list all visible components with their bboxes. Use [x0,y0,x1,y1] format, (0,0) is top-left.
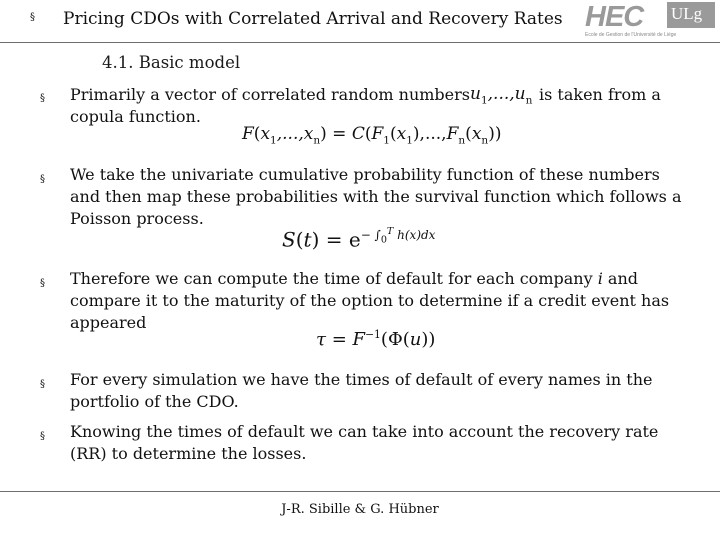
bullet-4-line-1: For every simulation we have the times of default of every names in the [70,370,653,389]
bullet-marker-5: § [40,431,45,442]
formula-default-time: $\tau = F^{-1}(\Phi(u))$ [316,328,436,350]
bullet-2-line-1: We take the univariate cumulative probability function of these numbers [70,165,660,184]
bullet-3-text-b: and [607,269,639,288]
section-title: 4.1. Basic model [102,53,241,72]
logo-caption: École de Gestion de l'Université de Liège [585,32,677,38]
bullet-2-line-2: and then map these probabilities with the survival function which follows a [70,187,682,206]
bullet-marker-2: § [40,174,45,185]
bullet-3-text-a: Therefore we can compute the time of default for each company [70,269,593,288]
bullet-3-line-2: compare it to the maturity of the option to determine if a credit event has [70,291,670,310]
header-rule [0,42,720,43]
bullet-2-line-3: Poisson process. [70,209,204,228]
bullet-4-line-2: portfolio of the CDO. [70,392,239,411]
bullet-1-line-2: copula function. [70,107,201,126]
footer-authors: J-R. Sibille & G. Hübner [281,502,439,517]
formula-survival: $S(t) = e^{- \int_0^T h(x)dx}$ [282,226,436,252]
logo-hec-text: HEC [585,1,644,33]
bullet-marker-3: § [40,278,45,289]
bullet-3-line-3: appeared [70,313,147,332]
formula-copula: $F(x_1,...,x_n) = C(F_1(x_1),...,F_n(x_n))$ [242,124,502,147]
logo-ulg-text: ULg [671,4,703,23]
bullet-marker-4: § [40,379,45,390]
header-bullet: § [30,12,35,23]
bullet-1-text-a: Primarily a vector of correlated random numbers [70,85,470,104]
bullet-5-line-2: (RR) to determine the losses. [70,444,307,463]
hec-ulg-logo [585,2,717,40]
bullet-3-line-1 [70,268,638,290]
bullet-marker-1: § [40,93,45,104]
footer-rule [0,491,720,492]
bullet-3-variable-i: i [597,269,603,288]
formula-u-vector: $u_1,...,u_n$ [470,84,533,107]
bullet-1-line-1 [70,84,470,106]
bullet-5-line-1: Knowing the times of default we can take into account the recovery rate [70,422,659,441]
bullet-1-text-b: is taken from a [539,85,661,104]
slide-title: Pricing CDOs with Correlated Arrival and Recovery Rates [63,9,563,29]
